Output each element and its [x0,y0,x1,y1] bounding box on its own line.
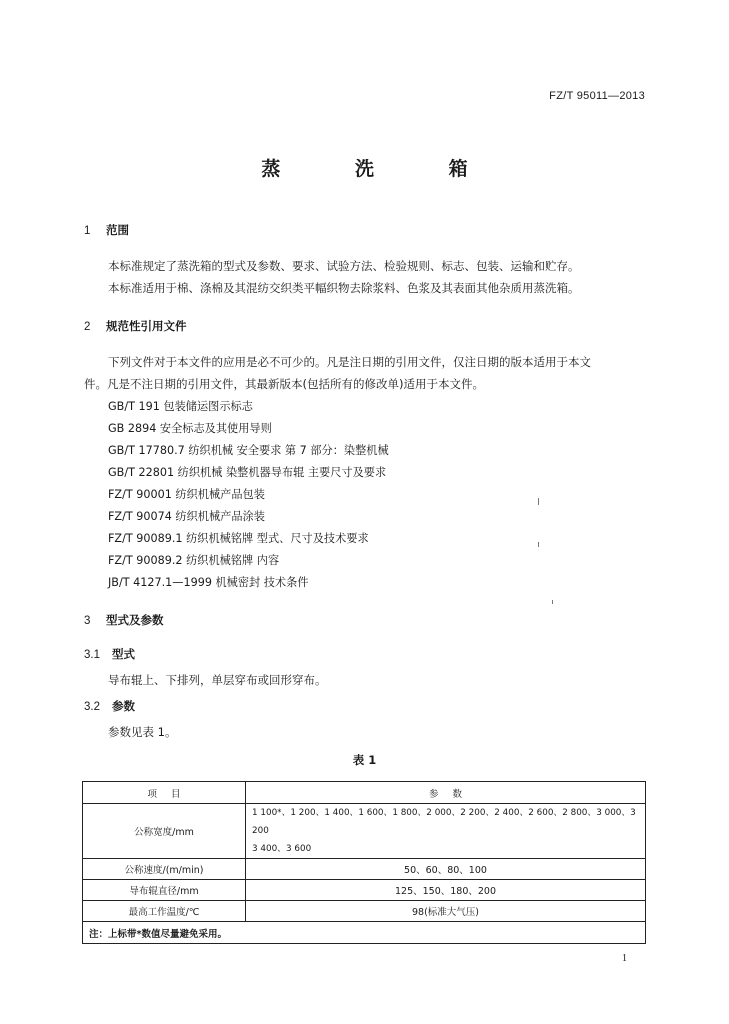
scan-speck [538,498,539,505]
row-value [246,804,646,859]
section-number: 2 [84,321,91,333]
section-2-intro-line-2: 件。凡是不注日期的引用文件，其最新版本(包括所有的修改单)适用于本文件。 [84,377,484,391]
row-label: 最高工作温度/℃ [83,901,246,922]
reference-item: FZ/T 90001 纺织机械产品包装 [108,488,265,501]
row-value: 125、150、180、200 [246,880,646,901]
table-note-row [83,922,646,944]
reference-item: FZ/T 90089.2 纺织机械铭牌 内容 [108,554,280,567]
section-title: 规范性引用文件 [106,319,187,333]
table-row [83,804,646,859]
document-title: 蒸 洗 箱 [261,158,502,180]
reference-item: JB/T 4127.1—1999 机械密封 技术条件 [108,576,309,589]
table-row [83,901,646,922]
section-3-heading [84,612,164,628]
reference-item: GB/T 17780.7 纺织机械 安全要求 第 7 部分：染整机械 [108,444,389,457]
column-header-item: 项目 [83,782,246,804]
section-3-2-text: 参数见表 1。 [108,725,177,739]
section-2-heading [84,318,187,334]
row-label: 公称速度/(m/min) [83,859,246,880]
section-number: 1 [84,225,91,237]
table-row [83,880,646,901]
row-label: 导布辊直径/mm [83,880,246,901]
section-title: 范围 [106,223,129,237]
subsection-title: 参数 [112,699,135,713]
row-value: 50、60、80、100 [246,859,646,880]
row-label: 公称宽度/mm [83,804,246,859]
reference-item: GB/T 191 包装储运图示标志 [108,400,253,413]
section-3-1-heading [84,646,135,662]
section-2-intro-line-1: 下列文件对于本文件的应用是必不可少的。凡是注日期的引用文件，仅注日期的版本适用于本文 [108,355,591,369]
column-header-parameter: 参数 [246,782,646,804]
table-row [83,859,646,880]
row-value: 98(标准大气压) [246,901,646,922]
subsection-number: 3.1 [84,649,100,661]
table-header-row [83,782,646,804]
section-3-1-text: 导布辊上、下排列，单层穿布或回形穿布。 [108,673,327,687]
section-1-para-2: 本标准适用于棉、涤棉及其混纺交织类平幅织物去除浆料、色浆及其表面其他杂质用蒸洗箱。 [108,281,580,295]
subsection-title: 型式 [112,647,135,661]
page-number: 1 [622,953,627,964]
scan-speck [538,542,539,547]
table-note: 注：上标带*数值尽量避免采用。 [83,922,646,944]
section-title: 型式及参数 [106,613,164,627]
reference-item: GB 2894 安全标志及其使用导则 [108,422,272,435]
scan-speck [552,600,553,604]
row-value-line: 1 100*、1 200、1 400、1 600、1 800、2 000、2 200、2 400、2 600、2 800、3 000、3 200 [252,808,636,836]
row-value-line: 3 400、3 600 [252,844,312,854]
reference-item: FZ/T 90074 纺织机械产品涂装 [108,510,265,523]
reference-item: FZ/T 90089.1 纺织机械铭牌 型式、尺寸及技术要求 [108,532,369,545]
standard-code: FZ/T 95011—2013 [549,90,645,102]
section-1-heading [84,222,129,238]
parameters-table [82,781,646,944]
subsection-number: 3.2 [84,701,100,713]
section-1-para-1: 本标准规定了蒸洗箱的型式及参数、要求、试验方法、检验规则、标志、包装、运输和贮存。 [108,259,580,273]
reference-item: GB/T 22801 纺织机械 染整机器导布辊 主要尺寸及要求 [108,466,387,479]
section-3-2-heading [84,698,135,714]
section-number: 3 [84,615,91,627]
table-caption: 表 1 [352,753,377,767]
